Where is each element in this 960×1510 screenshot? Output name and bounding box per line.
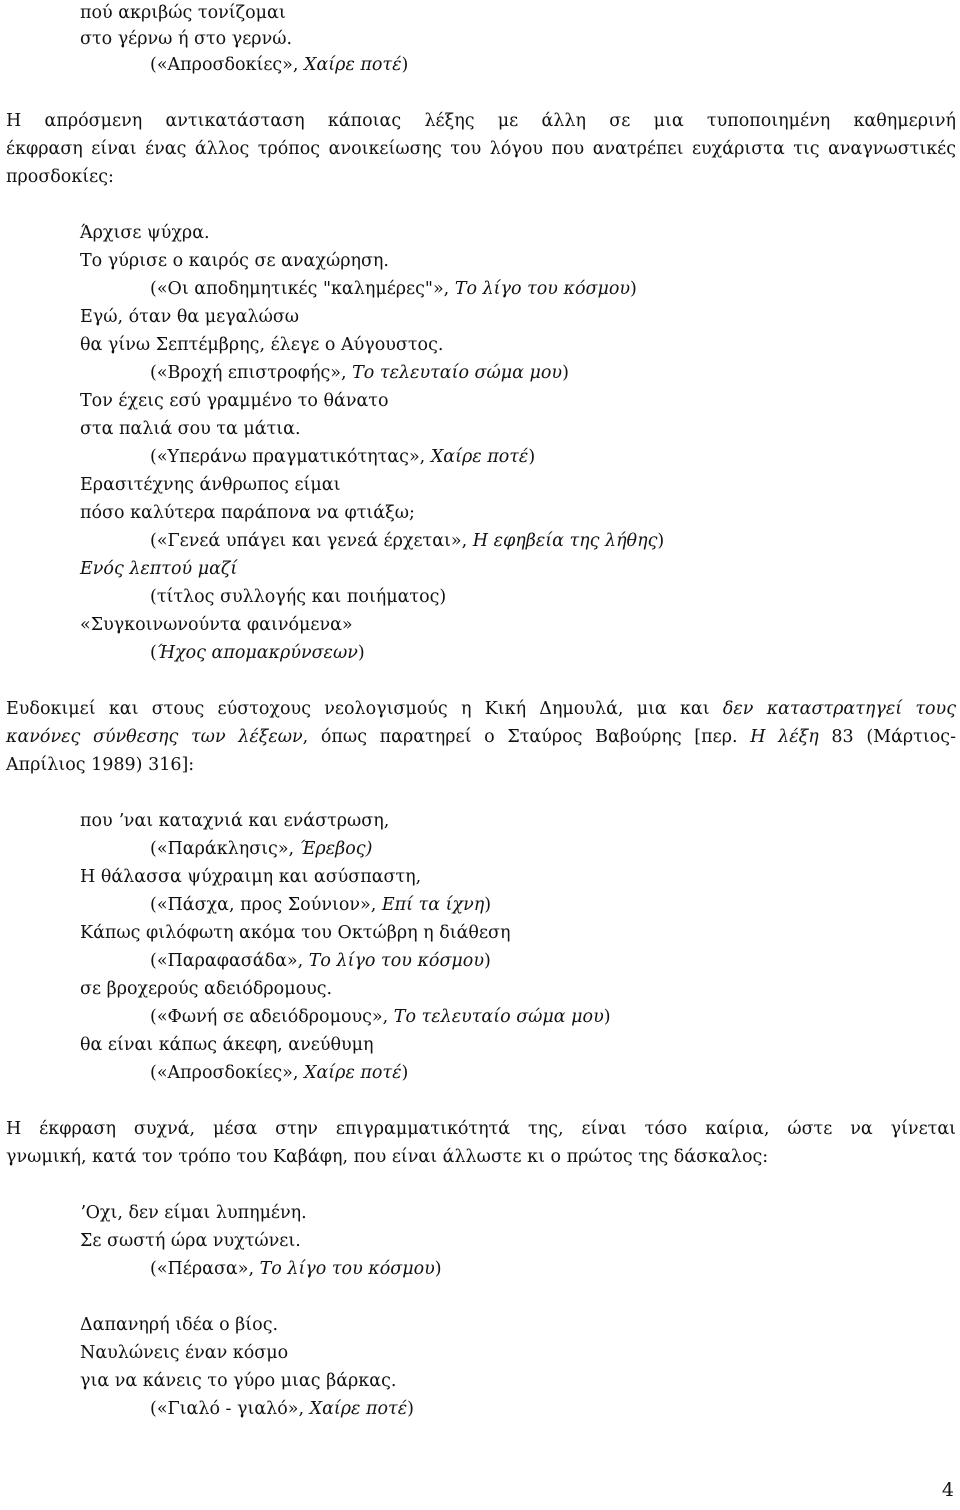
verse-line <box>80 388 389 414</box>
paragraph-line <box>6 136 956 162</box>
text-run: («Γενεά υπάγει και γενεά έρχεται», <box>150 531 473 551</box>
text-run: ) <box>483 951 491 971</box>
text-run: («Απροσδοκίες», <box>150 55 305 75</box>
text-run: («Απροσδοκίες», <box>150 1063 305 1083</box>
paragraph-line <box>6 696 956 722</box>
text-run: που ʼναι καταχνιά και ενάστρωση, <box>80 811 390 831</box>
verse-line <box>80 220 210 246</box>
italic-text: Το τελευταίο σώμα μου <box>352 363 563 383</box>
paragraph-line <box>6 1116 956 1142</box>
text-run: Απρίλιος 1989) 316]: <box>6 755 195 775</box>
citation-line <box>150 640 365 666</box>
text-run: θα γίνω Σεπτέμβρης, έλεγε ο Αύγουστος. <box>80 335 444 355</box>
verse-line <box>80 1312 278 1338</box>
text-run: (τίτλος συλλογής και ποιήματος) <box>150 587 447 607</box>
citation-line <box>150 360 569 386</box>
italic-text: Χαίρε ποτέ <box>304 55 402 75</box>
text-run: ) <box>630 279 637 299</box>
italic-text: Επί τα ίχνη <box>381 895 485 915</box>
text-run: Η απρόσμενη αντικατάσταση κάποιας λέξης με άλλη σε μια τυποποιημένη καθημερινή <box>6 111 956 131</box>
text-run: ) <box>603 1007 611 1027</box>
text-run: («Γιαλό - γιαλό», <box>150 1399 310 1419</box>
text-run: Η θάλασσα ψύχραιμη και ασύσπαστη, <box>80 867 422 887</box>
paragraph-line <box>6 752 956 778</box>
text-run: ) <box>434 1259 442 1279</box>
citation-line <box>150 948 491 974</box>
paragraph-line <box>6 164 956 190</box>
text-run: Δαπανηρή ιδέα ο βίος. <box>80 1315 279 1335</box>
paragraph-line <box>6 108 956 134</box>
italic-text: Έρεβος) <box>299 839 373 859</box>
text-run: ) <box>562 363 569 383</box>
italic-text: Το λίγο του κόσμου <box>259 1259 435 1279</box>
citation-line <box>150 836 372 862</box>
citation-line <box>150 52 408 78</box>
text-run: («Οι αποδημητικές "καλημέρες"», <box>150 279 455 299</box>
text-run: «Συγκοινωνούντα φαινόμενα» <box>80 615 353 635</box>
verse-line <box>80 248 389 274</box>
verse-line <box>80 1200 307 1226</box>
italic-text: Χαίρε ποτέ <box>309 1399 408 1419</box>
text-run: Σε σωστή ώρα νυχτώνει. <box>80 1231 301 1251</box>
verse-line <box>80 1032 374 1058</box>
text-run: Ευδοκιμεί και στους εύστοχους νεολογισμούς η Κική Δημουλά, μια και <box>6 699 723 719</box>
verse-line <box>80 808 389 834</box>
citation-line <box>150 1396 414 1422</box>
text-run: Η έκφραση συχνά, μέσα στην επιγραμματικότητά της, είναι τόσο καίρια, ώστε να γίνεται <box>6 1119 956 1139</box>
text-run: («Φωνή σε αδειόδρομους», <box>150 1007 394 1027</box>
text-run: σε βροχερούς αδειόδρομους. <box>80 979 333 999</box>
text-run: πόσο καλύτερα παράπονα να φτιάξω; <box>80 503 415 523</box>
text-run: («Πέρασα», <box>150 1259 260 1279</box>
text-run: ) <box>528 447 536 467</box>
text-run: Κάπως φιλόφωτη ακόμα του Οκτώβρη η διάθεση <box>80 923 511 943</box>
citation-line <box>150 1004 611 1030</box>
text-run: ) <box>357 643 365 663</box>
verse-line <box>80 1228 301 1254</box>
text-run: ) <box>484 895 492 915</box>
italic-text: κανόνες σύνθεσης των λέξεων <box>6 727 303 747</box>
italic-text: Χαίρε ποτέ <box>304 1063 402 1083</box>
italic-text: δεν καταστρατηγεί τους <box>722 699 956 719</box>
text-run: («Βροχή επιστροφής», <box>150 363 353 383</box>
verse-line <box>80 0 286 26</box>
italic-text: Ενός λεπτού μαζί <box>80 559 238 579</box>
verse-line <box>80 976 332 1002</box>
text-run: στο γέρνω ή στο γερνώ. <box>80 29 293 49</box>
text-run: για να κάνεις το γύρο μιας βάρκας. <box>80 1371 397 1391</box>
text-run: («Υπεράνω πραγματικότητας», <box>150 447 431 467</box>
page-number: 4 <box>941 1479 954 1501</box>
text-run: Το γύρισε ο καιρός σε αναχώρηση. <box>80 251 389 271</box>
italic-text: Χαίρε ποτέ <box>430 447 529 467</box>
text-run: , όπως παρατηρεί ο Σταύρος Βαβούρης [περ. <box>302 727 751 747</box>
text-run: στα παλιά σου τα μάτια. <box>80 419 301 439</box>
text-run: («Παραφασάδα», <box>150 951 309 971</box>
citation-line <box>150 528 664 554</box>
text-run: Άρχισε ψύχρα. <box>80 223 210 243</box>
verse-line <box>80 1340 288 1366</box>
text-run: ( <box>150 643 157 663</box>
paragraph-line <box>6 1144 956 1170</box>
citation-line <box>150 1060 408 1086</box>
text-run: Ναυλώνεις έναν κόσμο <box>80 1343 289 1363</box>
text-run: Τον έχεις εσύ γραμμένο το θάνατο <box>80 391 389 411</box>
citation-line <box>150 892 491 918</box>
verse-line <box>80 556 237 582</box>
verse-line <box>80 864 421 890</box>
text-run: («Πάσχα, προς Σούνιον», <box>150 895 382 915</box>
italic-text: Το λίγο του κόσμου <box>454 279 631 299</box>
verse-line <box>80 920 510 946</box>
text-run: έκφραση είναι ένας άλλος τρόπος ανοικείωσης του λόγου που ανατρέπει ευχάριστα τις αναγνωστικές <box>6 139 956 159</box>
verse-line <box>80 472 340 498</box>
verse-line <box>80 332 443 358</box>
italic-text: Το τελευταίο σώμα μου <box>393 1007 604 1027</box>
text-run: («Παράκλησις», <box>150 839 300 859</box>
text-run: πού ακριβώς τονίζομαι <box>80 3 286 23</box>
verse-line <box>80 416 301 442</box>
text-run: ) <box>407 1399 414 1419</box>
text-run: ʼΟχι, δεν είμαι λυπημένη. <box>80 1203 307 1223</box>
italic-text: Η εφηβεία της λήθης <box>472 531 658 551</box>
citation-line <box>150 276 637 302</box>
verse-line <box>80 304 299 330</box>
citation-line <box>150 584 446 610</box>
verse-line <box>80 612 353 638</box>
text-run: Εγώ, όταν θα μεγαλώσω <box>80 307 300 327</box>
text-run: προσδοκίες: <box>6 167 114 187</box>
text-run: Ερασιτέχνης άνθρωπος είμαι <box>80 475 341 495</box>
text-run: γνωμική, κατά τον τρόπο του Καβάφη, που είναι άλλωστε κι ο πρώτος της δάσκαλος: <box>6 1147 769 1167</box>
italic-text: Η λέξη <box>750 727 819 747</box>
verse-line <box>80 1368 396 1394</box>
citation-line <box>150 444 535 470</box>
text-run: 83 (Μάρτιος- <box>818 727 956 747</box>
text-run: θα είναι κάπως άκεφη, ανεύθυμη <box>80 1035 374 1055</box>
verse-line <box>80 500 415 526</box>
text-run: ) <box>401 1063 409 1083</box>
text-run: ) <box>657 531 665 551</box>
paragraph-line <box>6 724 956 750</box>
text-run: ) <box>401 55 409 75</box>
italic-text: Το λίγο του κόσμου <box>308 951 484 971</box>
verse-line <box>80 26 292 52</box>
citation-line <box>150 1256 442 1282</box>
italic-text: Ήχος απομακρύνσεων <box>156 643 358 663</box>
